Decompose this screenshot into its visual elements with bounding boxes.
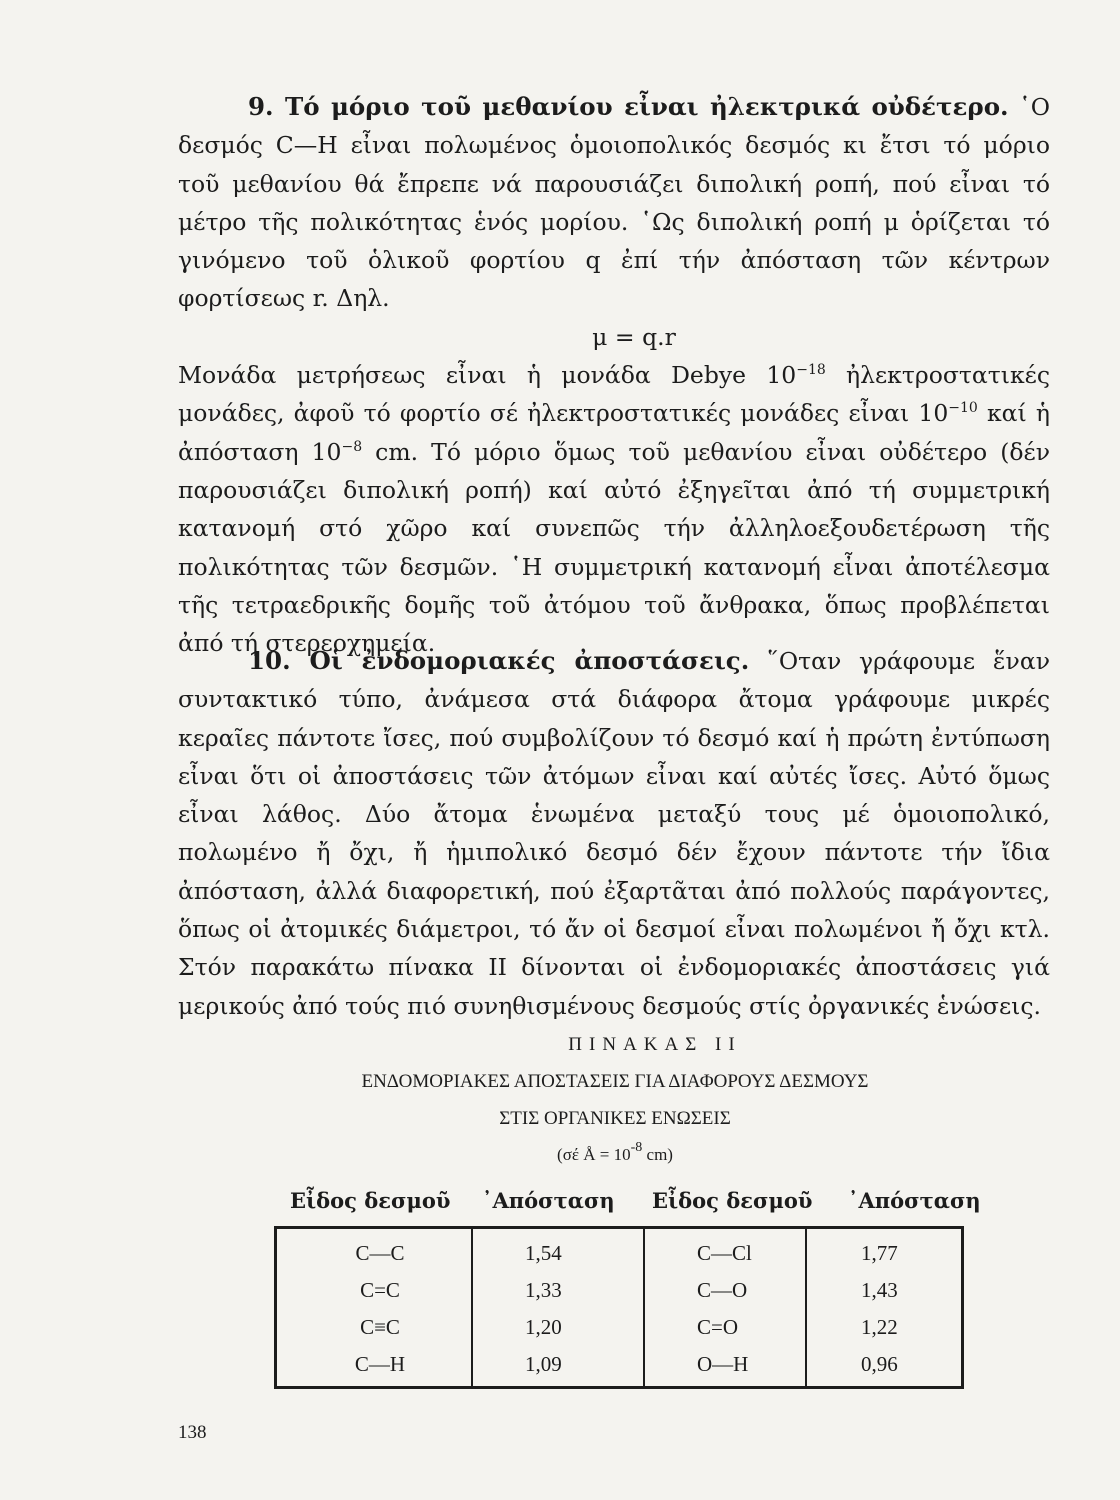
table-cell: O—H	[697, 1352, 749, 1376]
table-cell: C—H	[354, 1352, 406, 1376]
column-distance-left	[473, 1229, 645, 1386]
table-cell: C≡C	[360, 1315, 400, 1339]
section-10-paragraph	[178, 642, 1050, 1025]
table-cell: 1,77	[861, 1241, 898, 1265]
table-cell: C=C	[360, 1278, 400, 1302]
section-9-text: ῾Ο δεσμός C—H εἶναι πολωμένος ὁμοιοπολικός δεσμός κι ἔτσι τό μόριο τοῦ μεθανίου θά ἔπρεπε νά παρουσιάζει διπολική ροπή, πού εἶναι τό μέτρο τῆς πολικότητας ἑνός μορίου. ῾Ως διπολική ροπή μ ὁρίζεται τό γινόμενο τοῦ ὁλικοῦ φορτίου q ἐπί τήν ἀπόσταση τῶν κέντρων φορτίσεως r. Δηλ.	[178, 93, 1050, 313]
section-9-paragraph-2	[178, 356, 1050, 662]
bond-distance-table	[274, 1226, 964, 1389]
unit-exponent: -8	[630, 1140, 643, 1155]
p2-text-3: καί ἡ ἀπόσταση 10	[178, 399, 1050, 466]
table-title-line-1: ΕΝΔΟΜΟΡΙΑΚΕΣ ΑΠΟΣΤΑΣΕΙΣ ΓΙΑ ΔΙΑΦΟΡΟΥΣ ΔΕΣΜΟΥΣ	[361, 1071, 869, 1092]
column-bond-left	[277, 1229, 473, 1386]
section-9-heading: 9. Τό μόριο τοῦ μεθανίου εἶναι ἠλεκτρικά οὐδέτερο.	[248, 92, 1009, 121]
header-bond-type-1: Εἶδος δεσμοῦ	[290, 1188, 451, 1213]
unit-suffix: cm)	[642, 1145, 673, 1164]
table-cell: 1,33	[525, 1278, 562, 1302]
table-unit-note	[270, 1140, 960, 1165]
section-10-text: ῞Οταν γράφουμε ἕναν συντακτικό τύπο, ἀνάμεσα στά διάφορα ἄτομα γράφουμε μικρές κεραῖες πάντοτε ἴσες, πού συμβολίζουν τό δεσμό καί ἡ πρώτη ἐντύπωση εἶναι ὅτι οἱ ἀποστάσεις τῶν ἀτόμων εἶναι καί αὐτές ἴσες. Αὐτό ὅμως εἶναι λάθος. Δύο ἄτομα ἑνωμένα μεταξύ τους μέ ὁμοιοπολικό, πολωμένο ἤ ὄχι, ἤ ἡμιπολικό δεσμό δέν ἔχουν πάντοτε τήν ἴδια ἀπόσταση, ἀλλά διαφορετική, πού ἐξαρτᾶται ἀπό πολλούς παράγοντες, ὅπως οἱ ἀτομικές διάμετροι, τό ἄν οἱ δεσμοί εἶναι πολωμένοι ἤ ὄχι κτλ. Στόν παρακάτω πίνακα II δίνονται οἱ ἐνδομοριακές ἀποστάσεις γιά μερικούς ἀπό τούς πιό συνηθισμένους δεσμούς στίς ὀργανικές ἑνώσεις.	[178, 647, 1050, 1020]
header-distance-2: ᾿Απόσταση	[848, 1188, 981, 1213]
section-10	[178, 642, 1050, 1025]
exponent-3: −8	[341, 438, 363, 455]
p2-text-2: ἠλεκτροστατικές μονάδες, ἀφοῦ τό φορτίο σέ ἠλεκτροστατικές μονάδες εἶναι 10	[178, 361, 1050, 428]
section-9-paragraph	[178, 88, 1050, 318]
table-cell: 1,43	[861, 1278, 898, 1302]
table-cell: C—O	[697, 1278, 748, 1302]
exponent-1: −18	[796, 362, 826, 379]
table-number: ΠΙΝΑΚΑΣ II	[568, 1034, 742, 1055]
page-number: 138	[178, 1422, 207, 1443]
table-cell: C=O	[697, 1315, 739, 1339]
table-title-line-2: ΣΤΙΣ ΟΡΓΑΝΙΚΕΣ ΕΝΩΣΕΙΣ	[499, 1108, 731, 1129]
column-distance-right	[807, 1229, 961, 1386]
table-cell: 1,20	[525, 1315, 562, 1339]
p2-text-1: Μονάδα μετρήσεως εἶναι ἡ μονάδα Debye 10	[178, 361, 797, 390]
table-cell: 1,09	[525, 1352, 562, 1376]
table-cell: 1,22	[861, 1315, 898, 1339]
unit-prefix: (σέ Å = 10	[557, 1145, 631, 1164]
p2-text-4: cm. Τό μόριο ὅμως τοῦ μεθανίου εἶναι οὐδέτερο (δέν παρουσιάζει διπολική ροπή) καί αὐτό ἐξηγεῖται ἀπό τή συμμετρική κατανομή στό χῶρο καί συνεπῶς τήν ἀλληλοεξουδετέρωση τῆς πολικότητας τῶν δεσμῶν. ῾Η συμμετρική κατανομή εἶναι ἀποτέλεσμα τῆς τετραεδρικῆς δομῆς τοῦ ἀτόμου τοῦ ἄνθρακα, ὅπως προβλέπεται ἀπό τή στερεοχημεία.	[178, 437, 1051, 658]
header-bond-type-2: Εἶδος δεσμοῦ	[652, 1188, 813, 1213]
table-cell: 1,54	[525, 1241, 562, 1265]
table-cell: 0,96	[861, 1352, 898, 1376]
exponent-2: −10	[948, 400, 978, 417]
section-10-heading: 10. Οἱ ἐνδομοριακές ἀποστάσεις.	[248, 646, 750, 675]
table-cell: C—C	[355, 1241, 405, 1265]
header-distance-1: ᾿Απόσταση	[482, 1188, 615, 1213]
column-bond-right	[645, 1229, 807, 1386]
section-9	[178, 88, 1050, 662]
dipole-formula: μ = q.r	[592, 322, 676, 351]
table-cell: C—Cl	[697, 1241, 752, 1265]
